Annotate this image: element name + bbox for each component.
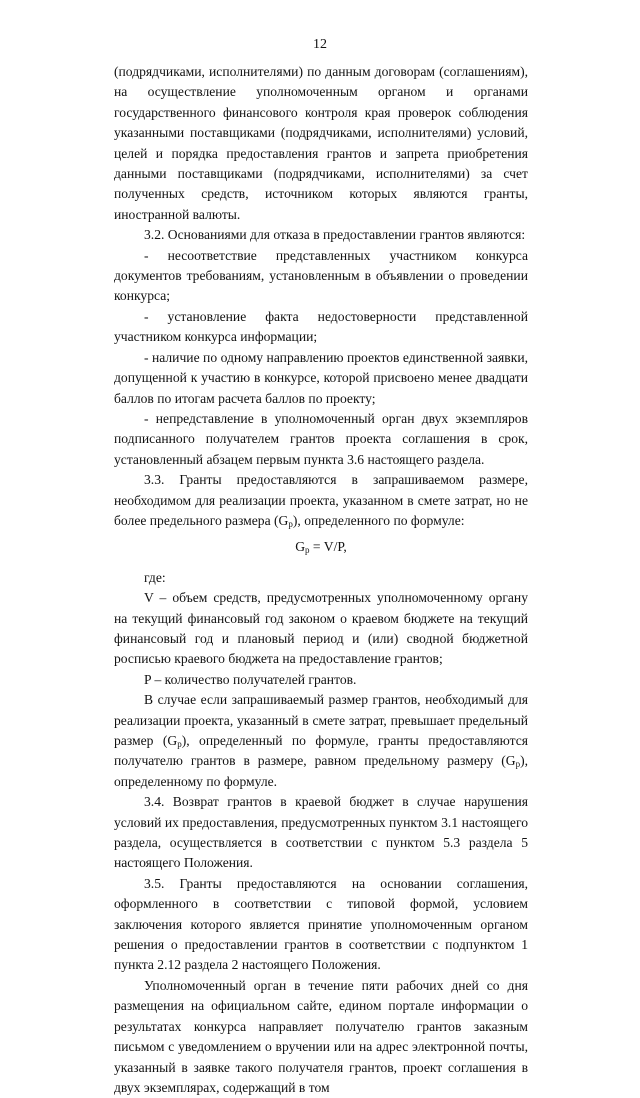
paragraph-3-3 [114,470,528,531]
paragraph-exceeds-limit [114,690,528,792]
paragraph-reason-2: - установление факта недостоверности представленной участником конкурса информации; [114,308,528,345]
paragraph-exceeds-limit-text-b: ), определенный по формуле, гранты предоставляются получателю грантов в размере, равном предельному размеру (G [114,733,528,769]
formula [114,537,528,557]
paragraph-reason-4: - непредставление в уполномоченный орган двух экземпляров подписанного получателем грантов проекта соглашения в срок, установленный абзацем первым пункта 3.6 настоящего раздела. [114,410,528,467]
formula-right: = V/P, [309,539,347,555]
paragraph-reason-3: - наличие по одному направлению проектов единственной заявки, допущенной к участию в конкурсе, которой присвоено менее двадцати баллов по итогам расчета баллов по проекту; [114,349,528,406]
paragraph-exceeds-limit-text-c: ), определенному по формуле. [114,753,528,789]
paragraph-3-3-text-b: ), определенного по формуле: [292,512,465,528]
paragraph-3-2: 3.2. Основаниями для отказа в предоставлении грантов являются: [144,227,526,243]
paragraph-3-3-subscript: p [288,518,293,529]
paragraph-3-4: 3.4. Возврат грантов в краевой бюджет в случае нарушения условий их предоставления, предусмотренных пунктом 3.1 настоящего раздела, осуществляется в соответствии с пунктом 5.3 раздела 5 настоящего Положения. [114,794,528,871]
formula-subscript: p [305,545,310,556]
paragraph-exceeds-limit-text-a: В случае если запрашиваемый размер грантов, необходимый для реализации проекта, указанный в смете затрат, превышает предельный размер (G [114,692,528,748]
paragraph-v-definition: V – объем средств, предусмотренных уполномоченному органу на текущий финансовый год законом о краевом бюджете на текущий финансовый год и плановый период и (или) сводной бюджетной росписью краевого бюджета на предоставление грантов; [114,590,528,667]
paragraph-p-definition: P – количество получателей грантов. [144,671,357,687]
paragraph-authority: Уполномоченный орган в течение пяти рабочих дней со дня размещения на официальном сайте, едином портале информации о результатах конкурса направляет получателю грантов заказным письмом с уведомлением о вручении или на адрес электронной почты, указанный в заявке такого получателя грантов, проект соглашения в двух экземплярах, содержащий в том [114,977,528,1095]
paragraph-continuation: (подрядчиками, исполнителями) по данным договорам (соглашениям), на осуществление уполномоченным органом и органами государственного финансового контроля края проверок соблюдения указанными поставщиками (подрядчиками, исполнителями) условий, целей и порядка предоставления грантов и запрета приобретения данными поставщиками (подрядчиками, исполнителями) за счет полученных средств, источником которых являются гранты, иностранной валюты. [114,64,528,222]
paragraph-3-5: 3.5. Гранты предоставляются на основании соглашения, оформленного в соответствии с типовой формой, условием заключения которого является принятие уполномоченным органом решения о предоставлении грантов в соответствии с подпунктом 1 пункта 2.12 раздела 2 настоящего Положения. [114,875,528,973]
paragraph-exceeds-limit-subscript-1: p [177,739,182,749]
document-body [114,62,528,1098]
paragraph-reason-1: - несоответствие представленных участником конкурса документов требованиям, установленным в объявлении о проведении конкурса; [114,247,528,304]
paragraph-3-3-text-a: 3.3. Гранты предоставляются в запрашиваемом размере, необходимом для реализации проекта, указанном в смете затрат, но не более предельного размера (G [114,472,528,528]
paragraph-exceeds-limit-subscript-2: p [515,759,521,770]
page-number: 12 [313,37,327,52]
formula-left: G [295,539,306,555]
paragraph-where: где: [144,569,166,585]
